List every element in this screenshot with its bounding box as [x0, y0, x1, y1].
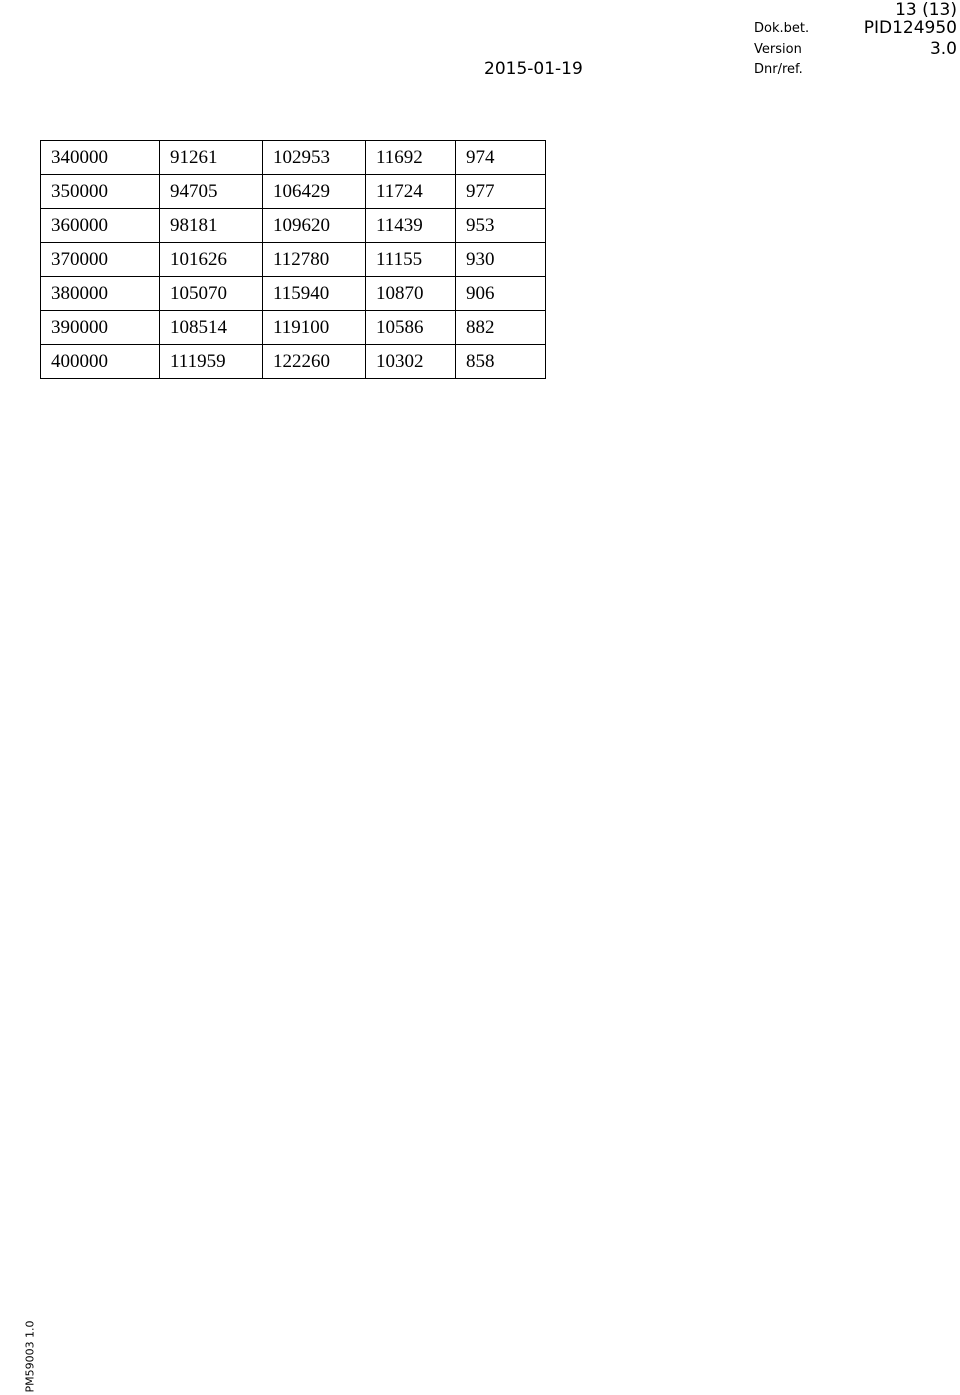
table-cell: 122260	[263, 345, 366, 379]
table-cell: 360000	[41, 209, 160, 243]
table-cell: 380000	[41, 277, 160, 311]
table-row	[41, 209, 546, 243]
table-cell: 102953	[263, 141, 366, 175]
table-cell: 858	[456, 345, 546, 379]
dnr-label: Dnr/ref.	[754, 62, 803, 77]
form-code: PM59003 1.0	[23, 1320, 37, 1393]
table-row	[41, 311, 546, 345]
table-cell: 10586	[366, 311, 456, 345]
table-cell: 101626	[160, 243, 263, 277]
table-cell: 109620	[263, 209, 366, 243]
table-cell: 108514	[160, 311, 263, 345]
table-cell: 977	[456, 175, 546, 209]
table-row	[41, 175, 546, 209]
table-cell: 94705	[160, 175, 263, 209]
doc-id-value: PID124950	[863, 18, 957, 38]
table-cell: 11692	[366, 141, 456, 175]
table-cell: 400000	[41, 345, 160, 379]
table-cell: 111959	[160, 345, 263, 379]
page-number: 13 (13)	[895, 0, 957, 20]
table-cell: 953	[456, 209, 546, 243]
table-cell: 390000	[41, 311, 160, 345]
data-table	[40, 140, 546, 379]
table-cell: 91261	[160, 141, 263, 175]
table-cell: 98181	[160, 209, 263, 243]
table-row	[41, 345, 546, 379]
table-cell: 112780	[263, 243, 366, 277]
table-cell: 974	[456, 141, 546, 175]
table-row	[41, 243, 546, 277]
table-body	[41, 141, 546, 379]
table-row	[41, 277, 546, 311]
table-cell: 906	[456, 277, 546, 311]
doc-id-label: Dok.bet.	[754, 21, 810, 36]
version-label: Version	[754, 42, 802, 57]
table-cell: 370000	[41, 243, 160, 277]
table-cell: 882	[456, 311, 546, 345]
table-cell: 11439	[366, 209, 456, 243]
table-cell: 11724	[366, 175, 456, 209]
table-cell: 115940	[263, 277, 366, 311]
table-cell: 350000	[41, 175, 160, 209]
table-cell: 11155	[366, 243, 456, 277]
table-cell: 10302	[366, 345, 456, 379]
table-cell: 340000	[41, 141, 160, 175]
table-cell: 119100	[263, 311, 366, 345]
table-cell: 930	[456, 243, 546, 277]
table-cell: 10870	[366, 277, 456, 311]
version-value: 3.0	[929, 39, 957, 59]
document-date: 2015-01-19	[484, 59, 583, 79]
table-cell: 105070	[160, 277, 263, 311]
table-cell: 106429	[263, 175, 366, 209]
table-row	[41, 141, 546, 175]
